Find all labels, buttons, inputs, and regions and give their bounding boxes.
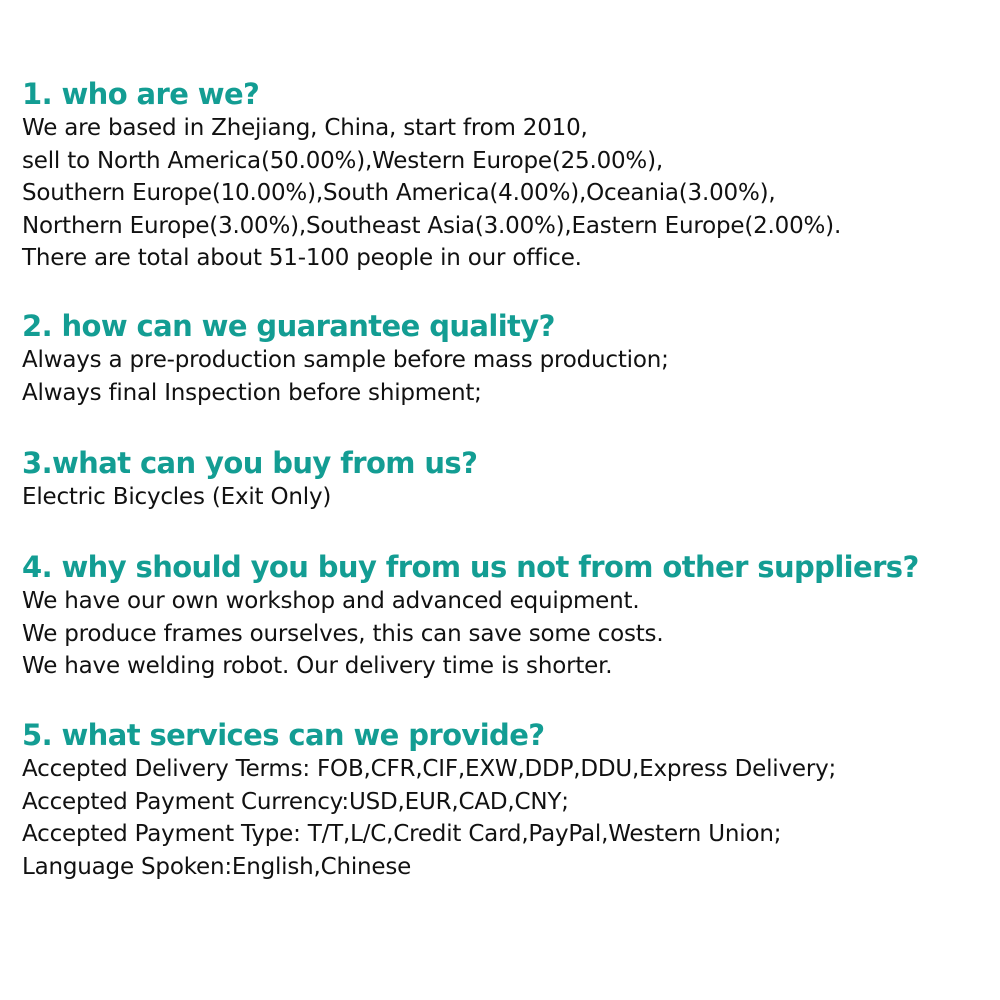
section-text-line: Accepted Delivery Terms: FOB,CFR,CIF,EXW,DDP,DDU,Express Delivery; [22, 756, 837, 782]
section-text-line: We are based in Zhejiang, China, start from 2010, [22, 115, 588, 141]
section-heading: 1. who are we? [22, 77, 260, 111]
section-heading: 4. why should you buy from us not from other suppliers? [22, 550, 919, 584]
faq-section-services [22, 717, 836, 883]
section-text-line: Electric Bicycles (Exit Only) [22, 484, 332, 510]
section-heading: 2. how can we guarantee quality? [22, 309, 555, 343]
section-text-line: Always a pre-production sample before mass production; [22, 347, 669, 373]
section-text-line: Northern Europe(3.00%),Southeast Asia(3.00%),Eastern Europe(2.00%). [22, 212, 842, 239]
section-text-line: Accepted Payment Type: T/T,L/C,Credit Card,PayPal,Western Union; [22, 821, 782, 847]
section-text-line: We have our own workshop and advanced equipment. [22, 588, 640, 614]
section-text-line: Language Spoken:English,Chinese [22, 853, 412, 880]
section-text-line: Accepted Payment Currency:USD,EUR,CAD,CNY; [22, 788, 569, 815]
section-text-line: We have welding robot. Our delivery time is shorter. [22, 653, 613, 679]
faq-section-who-are-we [22, 76, 841, 275]
section-heading: 5. what services can we provide? [22, 718, 545, 752]
faq-section-products [22, 445, 477, 514]
section-text-line: There are total about 51-100 people in our office. [22, 245, 582, 271]
section-text-line: sell to North America(50.00%),Western Europe(25.00%), [22, 147, 663, 174]
section-text-line: Always final Inspection before shipment; [22, 379, 482, 406]
section-text-line: Southern Europe(10.00%),South America(4.00%),Oceania(3.00%), [22, 180, 776, 206]
section-heading: 3.what can you buy from us? [22, 446, 478, 480]
faq-section-quality [22, 308, 669, 409]
section-text-line: We produce frames ourselves, this can save some costs. [22, 620, 664, 647]
faq-section-why-us [22, 549, 919, 683]
